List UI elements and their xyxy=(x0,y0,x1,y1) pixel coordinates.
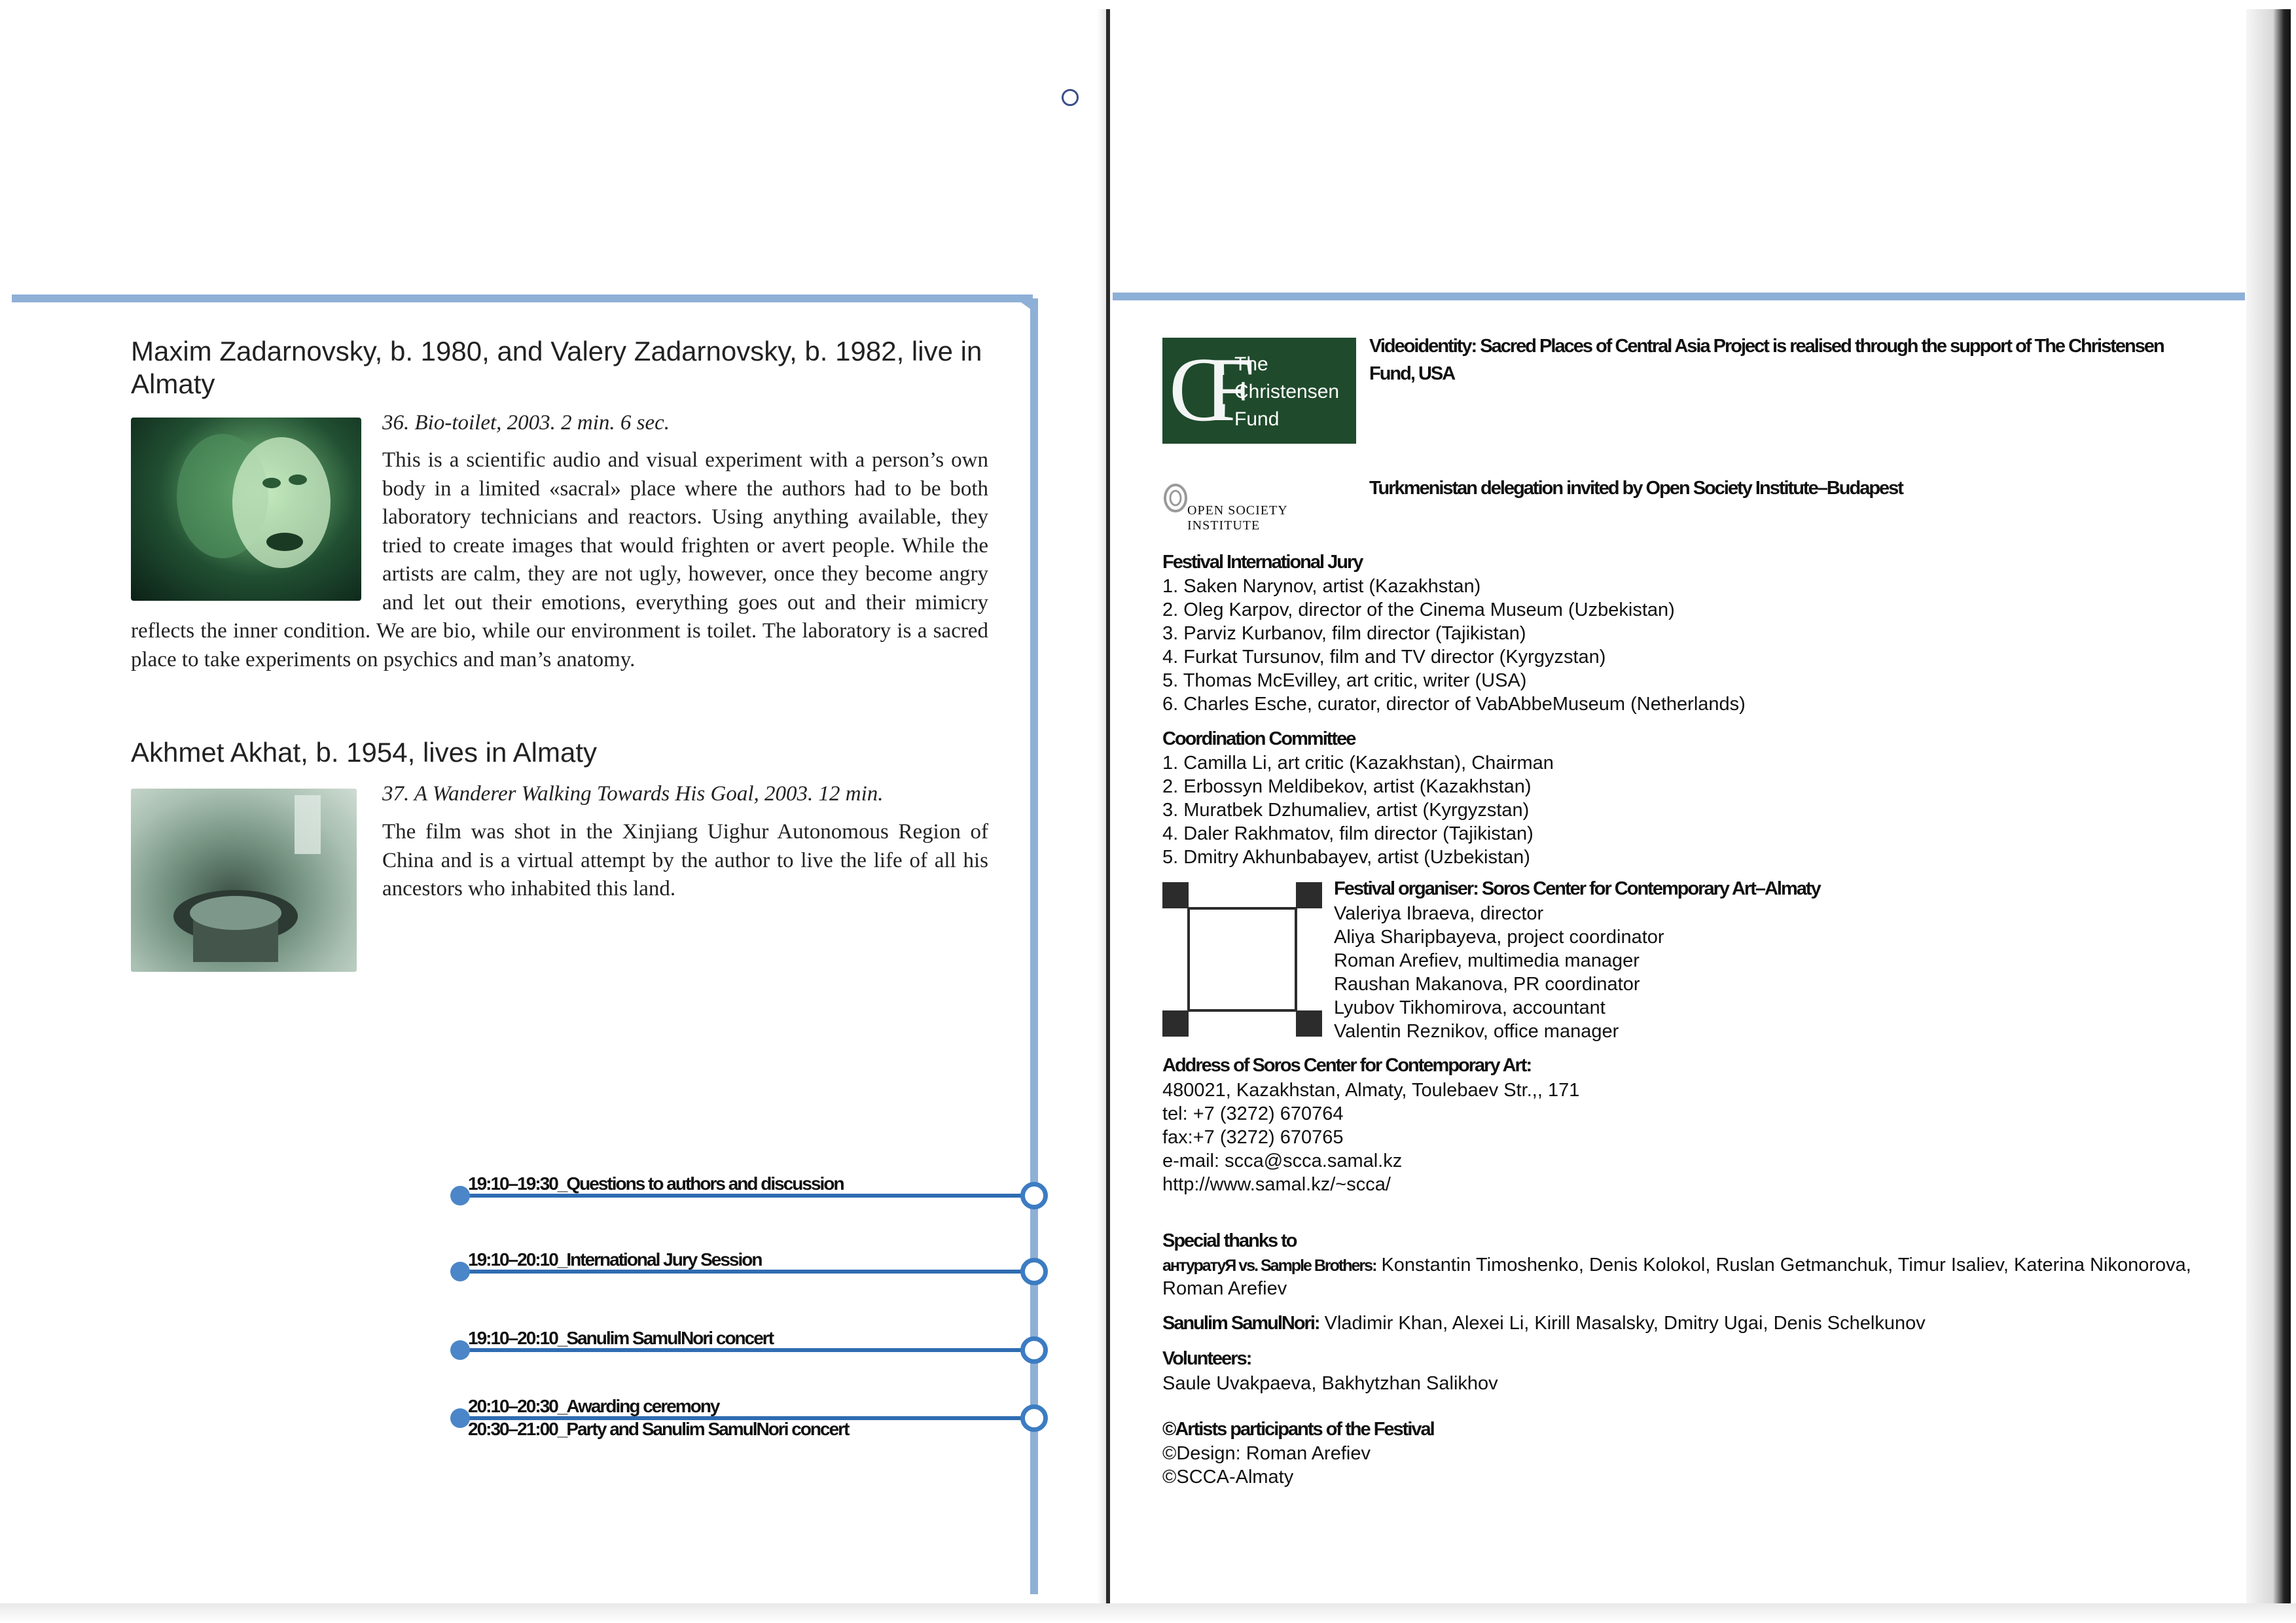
committee-title: Coordination Committee xyxy=(1162,728,1355,749)
address-block xyxy=(1162,1079,1579,1196)
scca-logo-square xyxy=(1296,1010,1322,1037)
address-title: Address of Soros Center for Contemporary Art: xyxy=(1162,1055,1532,1076)
thanks-label: антуратуЯ vs. Sample Brothers: xyxy=(1162,1257,1376,1275)
address-line: fax:+7 (3272) 670765 xyxy=(1162,1127,1344,1148)
samulnori-line xyxy=(1162,1311,1926,1335)
jury-title: Festival International Jury xyxy=(1162,552,1363,573)
timeline-vertical xyxy=(1030,298,1038,1594)
cf-logo-line: Fund xyxy=(1234,408,1280,430)
christensen-caption: Videoidentity: Sacred Places of Central Asia Project is realised through the support of The Christensen Fund, USA xyxy=(1369,336,2164,384)
committee-member: 4. Daler Rakhmatov, film director (Tajikistan) xyxy=(1162,823,1534,844)
work-title-36: 36. Bio-toilet, 2003. 2 min. 6 sec. xyxy=(382,411,670,435)
left-header-bar xyxy=(12,294,1033,302)
cf-logo-line: The xyxy=(1234,353,1268,375)
email-link[interactable]: e-mail: scca@scca.samal.kz xyxy=(1162,1150,1403,1171)
work-title-37: 37. A Wanderer Walking Towards His Goal, 2003. 12 min. xyxy=(382,782,884,806)
page-bottom-shadow xyxy=(0,1603,2296,1623)
jury-list xyxy=(1162,575,1746,716)
volunteers-title: Volunteers: xyxy=(1162,1348,1251,1369)
jury-member: 2. Oleg Karpov, director of the Cinema Museum (Uzbekistan) xyxy=(1162,599,1675,620)
osi-caption: Turkmenistan delegation invited by Open Society Institute–Budapest xyxy=(1369,478,1903,499)
osi-swirl-icon xyxy=(1161,481,1190,514)
schedule-node xyxy=(1020,1404,1048,1432)
organiser-member: Roman Arefiev, multimedia manager xyxy=(1334,950,1640,971)
video-still-wanderer xyxy=(131,789,357,972)
page-edge xyxy=(2246,9,2291,1606)
samulnori-names: Vladimir Khan, Alexei Li, Kirill Masalsky, Dmitry Ugai, Denis Schelkunov xyxy=(1319,1313,1926,1334)
thanks-title: Special thanks to xyxy=(1162,1230,1297,1251)
organiser-list xyxy=(1334,902,1664,1043)
committee-member: 1. Camilla Li, art critic (Kazakhstan), Chairman xyxy=(1162,753,1554,774)
website-link[interactable]: http://www.samal.kz/~scca/ xyxy=(1162,1174,1391,1195)
binding-hole xyxy=(1062,89,1079,106)
christensen-fund-logo xyxy=(1162,338,1356,444)
work-description-37: The film was shot in the Xinjiang Uighur Autonomous Region of China and is a virtual attempt by the author to live the life of all his ancestors who inhabited this land. xyxy=(382,820,988,901)
organiser-member: Raushan Makanova, PR coordinator xyxy=(1334,974,1640,995)
book-spine xyxy=(1106,9,1110,1606)
organiser-member: Valeriya Ibraeva, director xyxy=(1334,903,1544,924)
jury-member: 6. Charles Esche, curator, director of VabAbbeMuseum (Netherlands) xyxy=(1162,694,1746,715)
schedule-node xyxy=(1020,1336,1048,1364)
scca-logo-square xyxy=(1162,882,1189,908)
credit-line: ©SCCA-Almaty xyxy=(1162,1467,1294,1488)
cf-monogram: CF xyxy=(1169,339,1229,440)
scca-logo-square xyxy=(1162,1010,1189,1037)
organiser-title: Festival organiser: Soros Center for Contemporary Art–Almaty xyxy=(1334,878,1820,899)
committee-member: 2. Erbossyn Meldibekov, artist (Kazakhstan) xyxy=(1162,776,1532,797)
credits-list xyxy=(1162,1442,1371,1489)
schedule-start-dot xyxy=(450,1186,470,1205)
committee-list xyxy=(1162,751,1554,869)
artist-heading-2: Akhmet Akhat, b. 1954, lives in Almaty xyxy=(131,737,598,768)
work-description-36-text: This is a scientific audio and visual experiment with a person’s own body in a limited «sacral» place where the authors had to be both laboratory technicians and reactors. Using anything available, they tried to create images that would frighten or avert people. While the artists are calm, they are not ugly, however, once they become angry and let out their emotions, everything goes out and their mimicry reflects the inner condition. We are bio, while our environment is toilet. The laboratory is a sacred place to take experiments on psychics and man’s anatomy. xyxy=(131,448,988,671)
schedule-text: 19:10–20:10_Sanulim SamulNori concert xyxy=(468,1328,774,1348)
address-line: 480021, Kazakhstan, Almaty, Toulebaev Str.,, 171 xyxy=(1162,1080,1580,1101)
cf-logo-text xyxy=(1234,351,1339,433)
jury-member: 1. Saken Narynov, artist (Kazakhstan) xyxy=(1162,576,1481,597)
address-line: tel: +7 (3272) 670764 xyxy=(1162,1103,1344,1124)
schedule-text: 20:30–21:00_Party and Sanulim SamulNori concert xyxy=(468,1419,849,1439)
work-description-36 xyxy=(131,446,988,674)
thanks-names: Konstantin Timoshenko, Denis Kolokol, Ruslan Getmanchuk, Timur Isaliev, Katerina Nikonorova, xyxy=(1376,1255,2191,1275)
credit-line: ©Design: Roman Arefiev xyxy=(1162,1443,1371,1464)
schedule-node xyxy=(1020,1258,1048,1285)
schedule-node xyxy=(1020,1182,1048,1209)
jury-member: 5. Thomas McEvilley, art critic, writer (USA) xyxy=(1162,670,1527,691)
jury-member: 3. Parviz Kurbanov, film director (Tajikistan) xyxy=(1162,623,1526,644)
thanks-names-cont: Roman Arefiev xyxy=(1162,1278,1287,1299)
schedule-text: 19:10–19:30_Questions to authors and discussion xyxy=(468,1173,844,1194)
schedule-text: 19:10–20:10_International Jury Session xyxy=(468,1249,762,1270)
credits-artists: ©Artists participants of the Festival xyxy=(1162,1419,1434,1440)
organiser-member: Aliya Sharipbayeva, project coordinator xyxy=(1334,927,1664,948)
committee-member: 3. Muratbek Dzhumaliev, artist (Kyrgyzstan) xyxy=(1162,800,1530,821)
organiser-member: Valentin Reznikov, office manager xyxy=(1334,1021,1619,1042)
right-header-bar xyxy=(1113,293,2245,300)
osi-logo xyxy=(1161,481,1357,533)
vessel-image xyxy=(131,789,357,972)
volunteers-names: Saule Uvakpaeva, Bakhytzhan Salikhov xyxy=(1162,1373,1498,1394)
cf-logo-line: Christensen xyxy=(1234,381,1340,402)
schedule-start-dot xyxy=(450,1340,470,1360)
thanks-line xyxy=(1162,1253,2191,1277)
artist-heading-1: Maxim Zadarnovsky, b. 1980, and Valery Zadarnovsky, b. 1982, live in Almaty xyxy=(131,336,982,399)
schedule-text: 20:10–20:30_Awarding ceremony xyxy=(468,1396,719,1416)
organiser-member: Lyubov Tikhomirova, accountant xyxy=(1334,997,1605,1018)
osi-logo-text: OPEN SOCIETY INSTITUTE xyxy=(1187,503,1287,533)
samulnori-label: Sanulim SamulNori: xyxy=(1162,1313,1319,1334)
image-wrap-spacer xyxy=(131,446,382,603)
schedule-start-dot xyxy=(450,1408,470,1428)
schedule-start-dot xyxy=(450,1262,470,1281)
book-gutter xyxy=(1097,9,1106,1606)
scca-logo xyxy=(1162,882,1325,1039)
scca-logo-square xyxy=(1296,882,1322,908)
jury-member: 4. Furkat Tursunov, film and TV director (Kyrgyzstan) xyxy=(1162,647,1606,668)
scca-logo-frame xyxy=(1187,907,1297,1012)
committee-member: 5. Dmitry Akhunbabayev, artist (Uzbekistan) xyxy=(1162,847,1530,868)
